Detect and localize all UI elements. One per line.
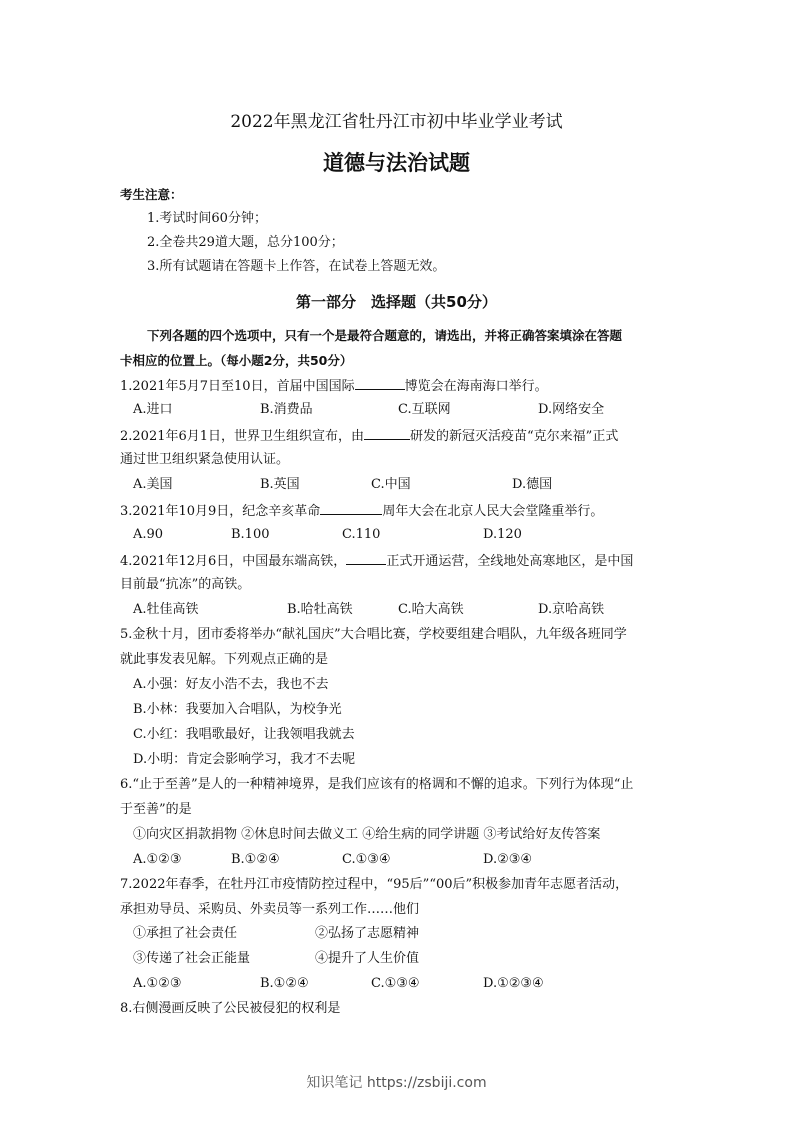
- q7-option-a: A.①②③: [133, 976, 182, 991]
- question-6-statements: ①向灾区捐款捐物 ②休息时间去做义工 ④给生病的同学讲题 ③考试给好友传答案: [133, 827, 601, 842]
- section-instruction-line1: 下列各题的四个选项中，只有一个是最符合题意的，请选出，并将正确答案填涂在答题: [147, 328, 623, 343]
- section-title: 第一部分 选择题（共50分）: [296, 293, 497, 311]
- q1-option-c: C.互联网: [398, 402, 451, 417]
- q6-option-d: D.②③④: [483, 852, 533, 867]
- q6-option-c: C.①③④: [342, 852, 391, 867]
- question-2-line2: 通过世卫组织紧急使用认证。: [120, 452, 290, 467]
- q2-option-b: B.英国: [260, 477, 300, 492]
- notice-item-3: 3.所有试题请在答题卡上作答，在试卷上答题无效。: [147, 259, 446, 274]
- question-2: [120, 427, 618, 445]
- question-1-text-pre: 1.2021年5月7日至10日，首届中国国际: [120, 379, 355, 394]
- q5-option-c: C.小红：我唱歌最好，让我领唱我就去: [133, 727, 355, 742]
- notice-heading: 考生注意：: [120, 187, 183, 202]
- q5-option-b: B.小林：我要加入合唱队，为校争光: [133, 702, 342, 717]
- answer-blank: [364, 427, 410, 440]
- question-5-line2: 就此事发表见解。下列观点正确的是: [120, 652, 329, 667]
- question-7-line2: 承担劝导员、采购员、外卖员等一系列工作……他们: [120, 902, 420, 917]
- question-6-line1: 6.“止于至善”是人的一种精神境界，是我们应该有的格调和不懈的追求。下列行为体现“止: [120, 777, 634, 792]
- footer-watermark: 知识笔记 https://zsbiji.com: [306, 1075, 487, 1091]
- q3-option-b: B.100: [231, 527, 270, 542]
- question-3-text-pre: 3.2021年10月9日，纪念辛亥革命: [120, 504, 321, 519]
- answer-blank: [320, 502, 382, 515]
- question-3-text-post: 周年大会在北京人民大会堂隆重举行。: [382, 504, 604, 519]
- q1-option-a: A.进口: [133, 402, 173, 417]
- question-6-line2: 于至善”的是: [120, 802, 192, 817]
- q6-option-a: A.①②③: [133, 852, 182, 867]
- q7-option-c: C.①③④: [371, 976, 420, 991]
- q5-option-a: A.小强：好友小浩不去，我也不去: [133, 677, 329, 692]
- q2-option-a: A.美国: [133, 477, 173, 492]
- question-1-text-post: 博览会在海南海口举行。: [404, 379, 548, 394]
- q4-option-c: C.哈大高铁: [398, 602, 464, 617]
- question-4-text-pre: 4.2021年12月6日，中国最东端高铁，: [120, 554, 347, 569]
- notice-item-1: 1.考试时间60分钟；: [147, 211, 267, 226]
- q5-option-d: D.小明：肯定会影响学习，我才不去呢: [133, 752, 356, 767]
- q7-option-d: D.①②③④: [483, 976, 544, 991]
- question-4: [120, 552, 633, 570]
- question-8-line1: 8.右侧漫画反映了公民被侵犯的权利是: [120, 1001, 341, 1016]
- q7-statement-1: ①承担了社会责任: [133, 926, 238, 941]
- q7-statement-2: ②弘扬了志愿精神: [315, 926, 420, 941]
- question-1: [120, 377, 548, 395]
- q6-option-b: B.①②④: [231, 852, 280, 867]
- question-4-line2: 目前最“抗冻”的高铁。: [120, 577, 251, 592]
- question-5-line1: 5.金秋十月，团市委将举办“献礼国庆”大合唱比赛，学校要组建合唱队，九年级各班同学: [120, 627, 627, 642]
- q2-option-d: D.德国: [512, 477, 553, 492]
- question-7-line1: 7.2022年春季，在牡丹江市疫情防控过程中，“95后”“00后”积极参加青年志愿者活动，: [120, 877, 629, 892]
- question-2-text-pre: 2.2021年6月1日，世界卫生组织宣布，由: [120, 429, 365, 444]
- q4-option-d: D.京哈高铁: [538, 602, 605, 617]
- question-3: [120, 502, 603, 520]
- q4-option-a: A.牡佳高铁: [133, 602, 199, 617]
- exam-title: 2022年黑龙江省牡丹江市初中毕业学业考试: [230, 112, 563, 132]
- q4-option-b: B.哈牡高铁: [287, 602, 353, 617]
- q2-option-c: C.中国: [371, 477, 411, 492]
- question-2-text-post: 研发的新冠灭活疫苗“克尔来福”正式: [410, 429, 619, 444]
- q1-option-d: D.网络安全: [538, 402, 605, 417]
- q3-option-a: A.90: [133, 527, 164, 542]
- q7-option-b: B.①②④: [260, 976, 309, 991]
- section-instruction-line2: 卡相应的位置上。（每小题2分，共50分）: [120, 353, 353, 368]
- q7-statement-4: ④提升了人生价值: [315, 951, 420, 966]
- answer-blank: [346, 552, 386, 565]
- notice-item-2: 2.全卷共29道大题，总分100分；: [147, 235, 344, 250]
- exam-subtitle: 道德与法治试题: [323, 151, 470, 175]
- q3-option-c: C.110: [342, 527, 381, 542]
- answer-blank: [355, 377, 405, 390]
- q3-option-d: D.120: [483, 527, 522, 542]
- q7-statement-3: ③传递了社会正能量: [133, 951, 251, 966]
- question-4-text-post: 正式开通运营，全线地处高寒地区，是中国: [386, 554, 634, 569]
- q1-option-b: B.消费品: [260, 402, 313, 417]
